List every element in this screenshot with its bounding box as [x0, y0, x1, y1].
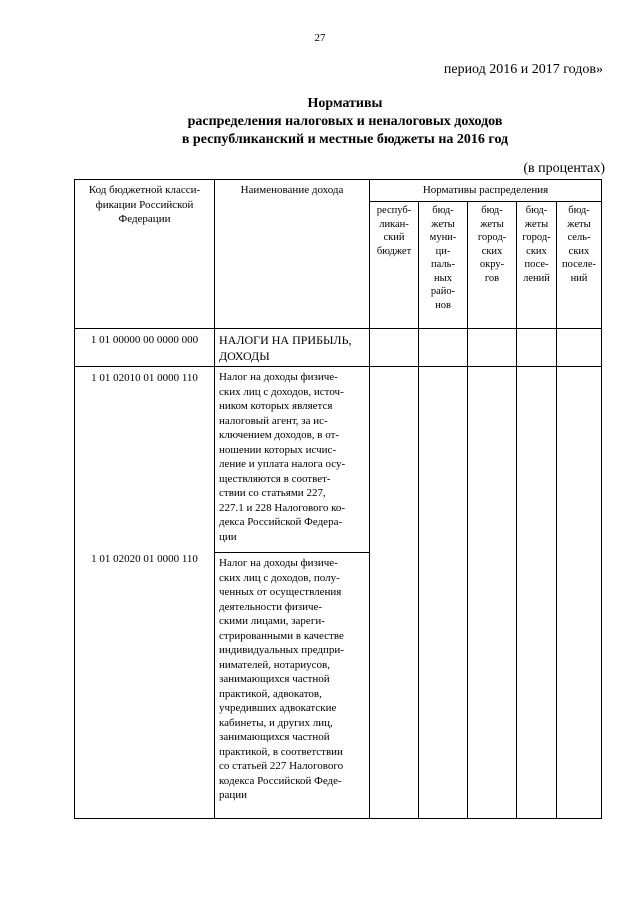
value-cell	[517, 329, 557, 367]
header-republic-budget: респуб- ликан- ский бюджет	[370, 202, 419, 329]
header-municipal-districts: бюд- жеты муни- ци- паль- ных райо- нов	[419, 202, 468, 329]
page-number: 27	[314, 32, 326, 44]
document-title	[0, 95, 640, 149]
value-cell	[370, 329, 419, 367]
distribution-table	[74, 179, 602, 819]
value-cell	[557, 367, 602, 819]
value-cell	[517, 367, 557, 819]
header-name: Наименование дохода	[215, 180, 370, 329]
unit-label: (в процентах)	[523, 161, 605, 176]
title-line-3: в республиканский и местные бюджеты на 2016 год	[181, 132, 509, 147]
header-norms: Нормативы распределения	[370, 180, 602, 202]
value-cell	[419, 367, 468, 819]
header-urban-settlements: бюд- жеты город- ских посе- лений	[517, 202, 557, 329]
title-line-1: Нормативы	[307, 96, 383, 111]
row-code: 1 01 00000 00 0000 000	[75, 329, 215, 367]
header-code: Код бюджетной класси- фикации Российской Федерации	[75, 180, 215, 329]
row-name: Налог на доходы физиче- ских лиц с доходов, источ- ником которых является налоговый агент, за ис- ключением доходов, в от- ношении которых исчис- ление и уплата налога осу- ществляются в соответ- ствии со статьями 227, 227.1 и 228 Налогового ко- декса Российской Федера- ции	[215, 367, 370, 553]
row-codes-merged: 1 01 02010 01 0000 110 1 01 02020 01 0000 110	[75, 367, 215, 819]
value-cell	[370, 367, 419, 819]
header-rural-settlements: бюд- жеты сель- ских поселе- ний	[557, 202, 602, 329]
table-row	[75, 367, 602, 553]
value-cell	[468, 367, 517, 819]
period-text: период 2016 и 2017 годов»	[443, 62, 603, 77]
row-name: НАЛОГИ НА ПРИБЫЛЬ, ДОХОДЫ	[215, 329, 370, 367]
value-cell	[468, 329, 517, 367]
value-cell	[419, 329, 468, 367]
table-row	[75, 329, 602, 367]
header-city-districts: бюд- жеты город- ских окру- гов	[468, 202, 517, 329]
value-cell	[557, 329, 602, 367]
title-line-2: распределения налоговых и неналоговых доходов	[187, 114, 503, 129]
row-name: Налог на доходы физиче- ских лиц с доходов, полу- ченных от осуществления деятельности физиче- скими лицами, зареги- стрированными в качестве индивидуальных предпри- нимателей, нотариусов, занимающихся частной практикой, адвокатов, учредивших адвокатские кабинеты, и других лиц, занимающихся частной практикой, в соответствии со статьей 227 Налогового кодекса Российской Феде- рации	[215, 553, 370, 819]
